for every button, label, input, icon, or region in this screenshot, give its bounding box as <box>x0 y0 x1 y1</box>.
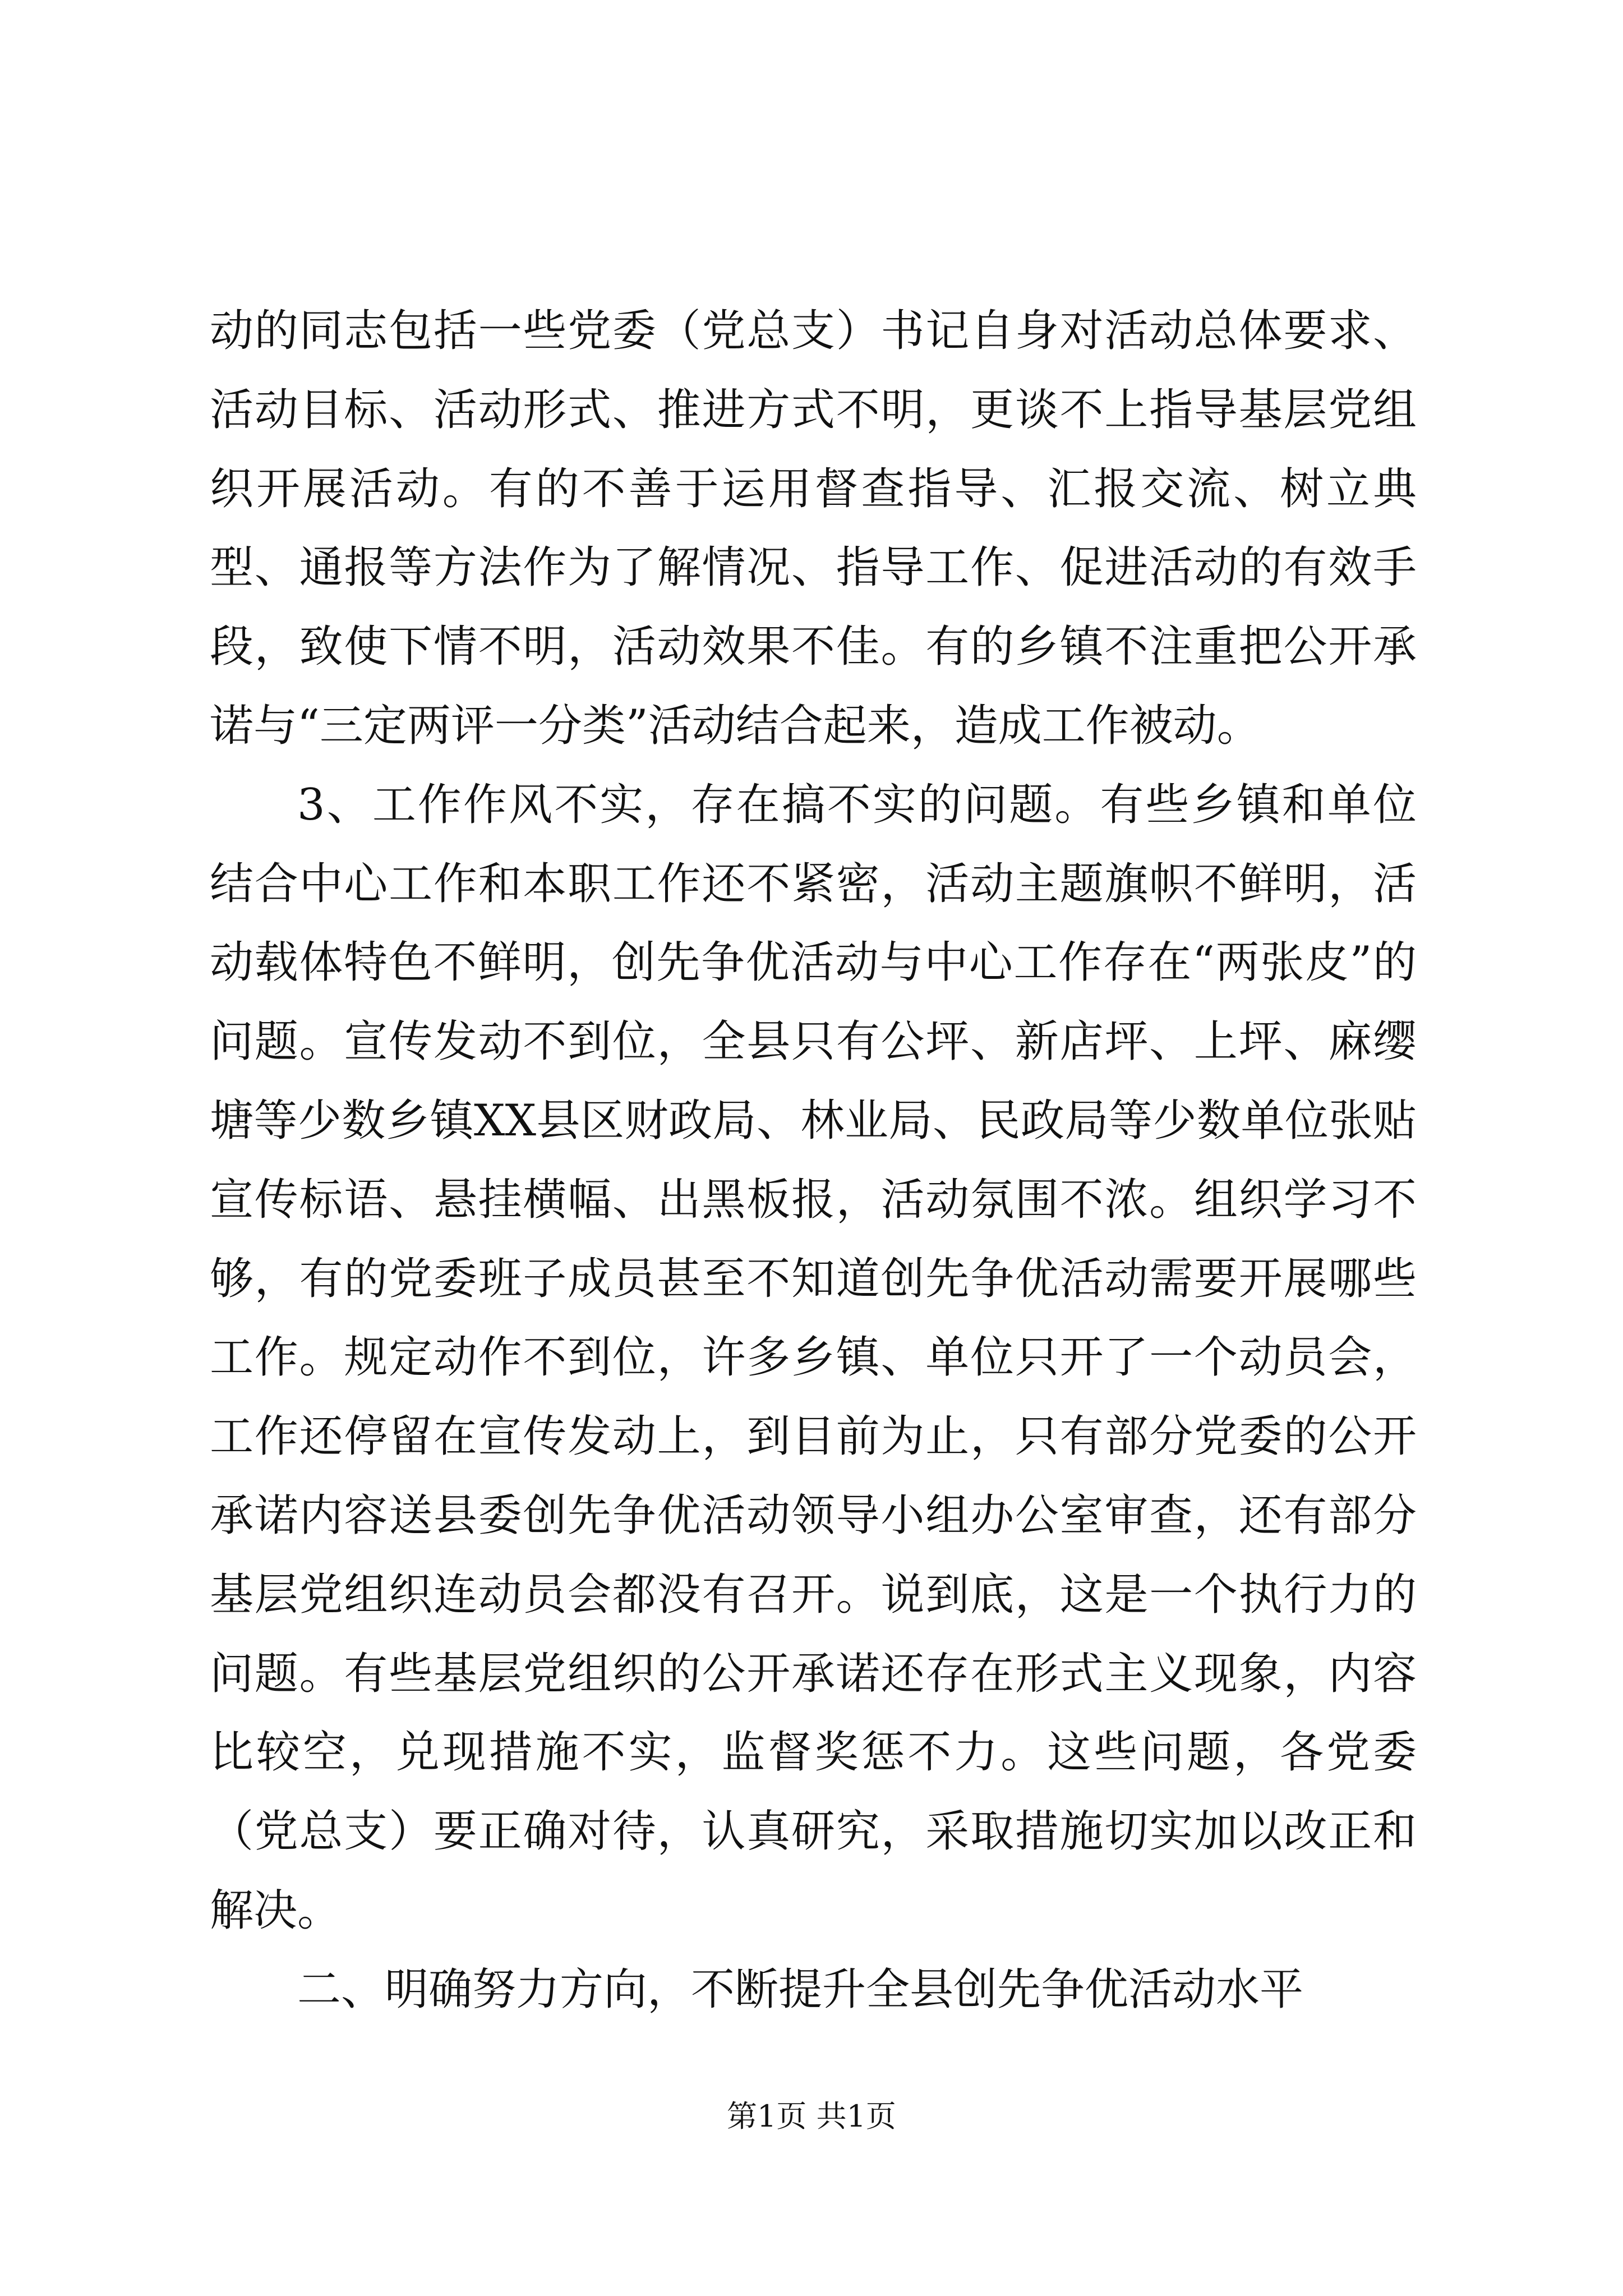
document-body <box>210 292 1417 2030</box>
body-paragraph-work-style: 3、工作作风不实，存在搞不实的问题。有些乡镇和单位结合中心工作和本职工作还不紧密，活动主题旗帜不鲜明，活动载体特色不鲜明，创先争优活动与中心工作存在“两张皮”的问题。宣传发动不到位，全县只有公坪、新店坪、上坪、麻缨塘等少数乡镇XX县区财政局、林业局、民政局等少数单位张贴宣传标语、悬挂横幅、出黑板报，活动氛围不浓。组织学习不够，有的党委班子成员甚至不知道创先争优活动需要开展哪些工作。规定动作不到位，许多乡镇、单位只开了一个动员会，工作还停留在宣传发动上，到目前为止，只有部分党委的公开承诺内容送县委创先争优活动领导小组办公室审查，还有部分基层党组织连动员会都没有召开。说到底，这是一个执行力的问题。有些基层党组织的公开承诺还存在形式主义现象，内容比较空，兑现措施不实，监督奖惩不力。这些问题，各党委（党总支）要正确对待，认真研究，采取措施切实加以改正和解决。 <box>210 779 1417 1936</box>
page-footer: 第1页 共1页 <box>727 2099 896 2134</box>
body-paragraph-continuation: 动的同志包括一些党委（党总支）书记自身对活动总体要求、活动目标、活动形式、推进方式不明，更谈不上指导基层党组织开展活动。有的不善于运用督查指导、汇报交流、树立典型、通报等方法作为了解情况、指导工作、促进活动的有效手段，致使下情不明，活动效果不佳。有的乡镇不注重把公开承诺与“三定两评一分类”活动结合起来，造成工作被动。 <box>210 306 1417 751</box>
section-heading: 二、明确努力方向，不断提升全县创先争优活动水平 <box>297 1964 1304 2015</box>
